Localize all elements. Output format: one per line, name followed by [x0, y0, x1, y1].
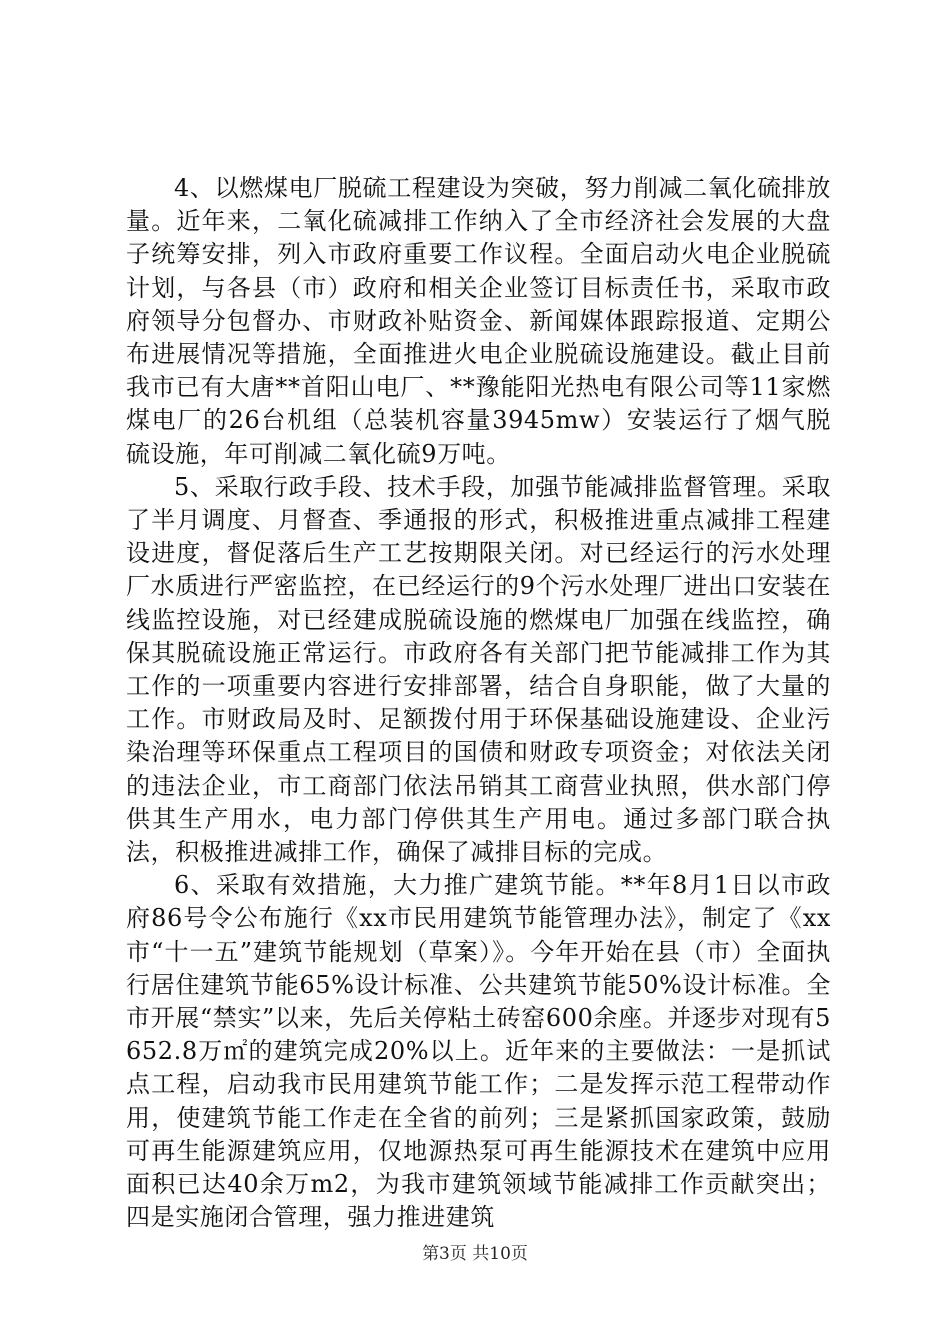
- page-number-footer: 第3页 共10页: [422, 1244, 528, 1264]
- paragraph-4-desulfurization: 4、以燃煤电厂脱硫工程建设为突破，努力削减二氧化硫排放量。近年来，二氧化硫减排工作纳入了全市经济社会发展的大盘子统筹安排，列入市政府重要工作议程。全面启动火电企业脱硫计划，与各县（市）政府和相关企业签订目标责任书，采取市政府领导分包督办、市财政补贴资金、新闻媒体跟踪报道、定期公布进展情况等措施，全面推进火电企业脱硫设施建设。截止目前我市已有大唐**首阳山电厂、**豫能阳光热电有限公司等11家燃煤电厂的26台机组（总装机容量3945mw）安装运行了烟气脱硫设施，年可削减二氧化硫9万吨。: [126, 174, 831, 468]
- paragraph-6-building-energy: 6、采取有效措施，大力推广建筑节能。**年8月1日以市政府86号令公布施行《xx市民用建筑节能管理办法》，制定了《xx市“十一五”建筑节能规划（草案）》。今年开始在县（市）全面执行居住建筑节能65%设计标准、公共建筑节能50%设计标准。全市开展“禁实”以来，先后关停粘土砖窑600余座。并逐步对现有5652.8万㎡的建筑完成20%以上。近年来的主要做法：一是抓试点工程，启动我市民用建筑节能工作；二是发挥示范工程带动作用，使建筑节能工作走在全省的前列；三是紧抓国家政策，鼓励可再生能源建筑应用，仅地源热泵可再生能源技术在建筑中应用面积已达40余万m2，为我市建筑领域节能减排工作贡献突出；四是实施闭合管理，强力推进建筑: [126, 871, 831, 1232]
- paragraph-5-supervision: 5、采取行政手段、技术手段，加强节能减排监督管理。采取了半月调度、月督查、季通报的形式，积极推进重点减排工程建设进度，督促落后生产工艺按期限关闭。对已经运行的污水处理厂水质进行严密监控，在已经运行的9个污水处理厂进出口安装在线监控设施，对已经建成脱硫设施的燃煤电厂加强在线监控，确保其脱硫设施正常运行。市政府各有关部门把节能减排工作为其工作的一项重要内容进行安排部署，结合自身职能，做了大量的工作。市财政局及时、足额拨付用于环保基础设施建设、企业污染治理等环保重点工程项目的国债和财政专项资金；对依法关闭的违法企业，市工商部门依法吊销其工商营业执照，供水部门停供其生产用水，电力部门停供其生产用电。通过多部门联合执法，积极推进减排工作，确保了减排目标的完成。: [126, 472, 831, 867]
- document-body: [126, 172, 831, 1235]
